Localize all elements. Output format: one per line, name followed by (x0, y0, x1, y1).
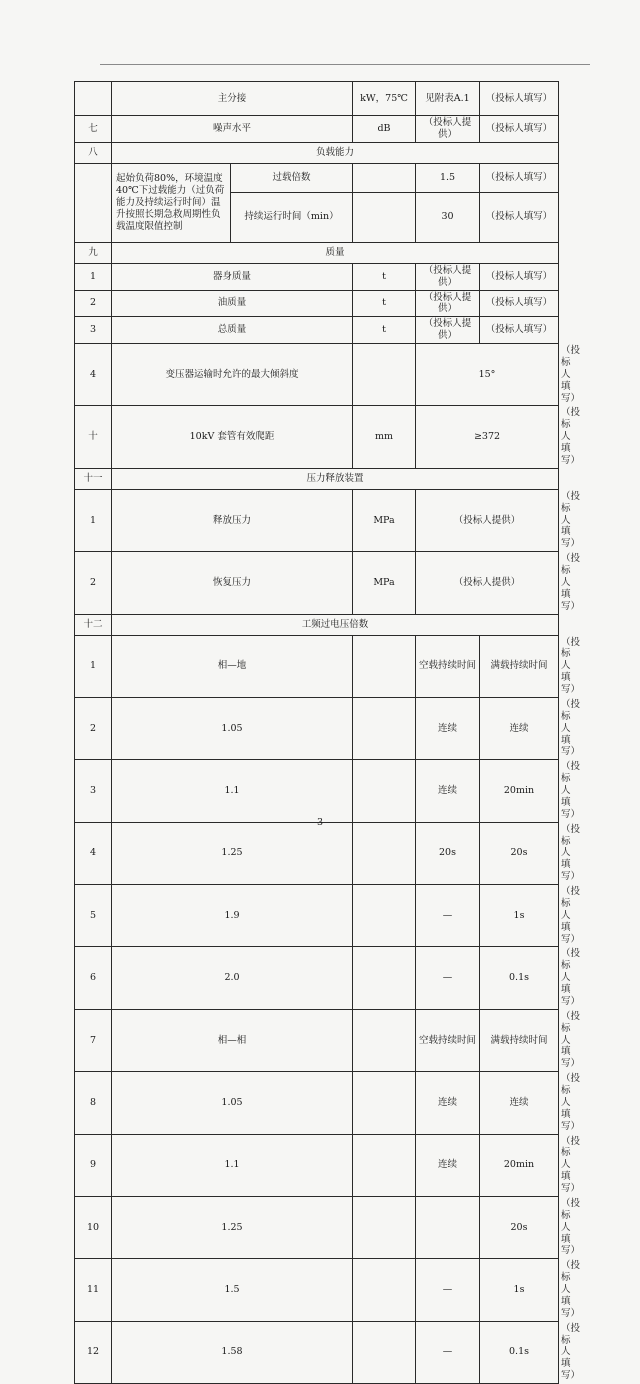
row-item: 1.9 (112, 885, 353, 947)
row-item: 主分接 (112, 82, 353, 116)
row-unit (353, 822, 416, 884)
table-row: 12 1.58 — 0.1s （投标人填写） (75, 1321, 559, 1383)
row-unit: t (353, 290, 416, 317)
row-item: 相—地 (112, 635, 353, 697)
row-value: （投标人提供） (416, 552, 559, 614)
row-noload: — (416, 1259, 480, 1321)
row-no: 11 (75, 1259, 112, 1321)
table-row (75, 290, 559, 317)
row-noload: 连续 (416, 1072, 480, 1134)
row-unit (353, 1072, 416, 1134)
row-note: （投标人填写） (480, 82, 559, 116)
table-row: 4 1.25 20s 20s （投标人填写） (75, 822, 559, 884)
row-unit: MPa (353, 489, 416, 551)
row-item: 持续运行时间（min） (231, 192, 353, 242)
row-value: （投标人提供） (416, 489, 559, 551)
row-value: 见附表A.1 (416, 82, 480, 116)
row-no: 12 (75, 1321, 112, 1383)
row-no: 4 (75, 822, 112, 884)
row-no: 6 (75, 947, 112, 1009)
page-number: 3 (316, 817, 324, 828)
row-unit (353, 163, 416, 192)
row-no: 2 (75, 697, 112, 759)
row-no: 8 (75, 1072, 112, 1134)
table-row: 十 10kV 套管有效爬距 mm ≥372 （投标人填写） (75, 406, 559, 468)
table-row: 11 1.5 — 1s （投标人填写） (75, 1259, 559, 1321)
row-item: 过载倍数 (231, 163, 353, 192)
row-no: 1 (75, 489, 112, 551)
row-value: （投标人提供） (416, 317, 480, 344)
row-unit (353, 344, 416, 406)
row-unit (353, 1009, 416, 1071)
row-fullload: 20min (480, 1134, 559, 1196)
row-item: 油质量 (112, 290, 353, 317)
table-row (75, 317, 559, 344)
row-item: 噪声水平 (112, 116, 353, 143)
row-item: 变压器运输时允许的最大倾斜度 (112, 344, 353, 406)
row-unit: kW，75℃ (353, 82, 416, 116)
row-value: （投标人提供） (416, 290, 480, 317)
table-row (75, 163, 559, 192)
row-unit (353, 947, 416, 1009)
row-unit (353, 1134, 416, 1196)
row-no: 3 (75, 317, 112, 344)
row-fullload: 0.1s (480, 1321, 559, 1383)
row-unit: mm (353, 406, 416, 468)
row-unit (353, 885, 416, 947)
row-no: 2 (75, 290, 112, 317)
row-item: 2.0 (112, 947, 353, 1009)
spec-table (74, 81, 581, 1384)
section-no: 九 (75, 242, 112, 263)
section-title: 负载能力 (112, 142, 559, 163)
row-item: 相—相 (112, 1009, 353, 1071)
row-noload: 空载持续时间 (416, 635, 480, 697)
section-row (75, 242, 559, 263)
row-fullload: 连续 (480, 1072, 559, 1134)
table-row: 2 1.05 连续 连续 （投标人填写） (75, 697, 559, 759)
row-unit: t (353, 263, 416, 290)
row-noload: — (416, 947, 480, 1009)
row-item: 1.05 (112, 697, 353, 759)
row-fullload: 20min (480, 760, 559, 822)
row-item: 1.05 (112, 1072, 353, 1134)
row-fullload: 满载持续时间 (480, 1009, 559, 1071)
row-item: 释放压力 (112, 489, 353, 551)
row-no: 5 (75, 885, 112, 947)
row-item: 1.5 (112, 1259, 353, 1321)
row-note: （投标人填写） (480, 192, 559, 242)
section-row (75, 614, 559, 635)
row-note: （投标人填写） (480, 263, 559, 290)
section-no: 八 (75, 142, 112, 163)
row-unit (353, 1259, 416, 1321)
row-fullload: 连续 (480, 697, 559, 759)
row-noload: 连续 (416, 1134, 480, 1196)
row-no: 七 (75, 116, 112, 143)
row-item: 10kV 套管有效爬距 (112, 406, 353, 468)
row-value: 15° (416, 344, 559, 406)
row-item: 1.1 (112, 1134, 353, 1196)
row-unit (353, 192, 416, 242)
row-value: 30 (416, 192, 480, 242)
table-row (75, 82, 559, 116)
row-unit (353, 760, 416, 822)
table-row: 5 1.9 — 1s （投标人填写） (75, 885, 559, 947)
row-unit (353, 1196, 416, 1258)
table-row: 2 恢复压力 MPa （投标人提供） （投标人填写） (75, 552, 559, 614)
section-no: 十二 (75, 614, 112, 635)
section-row (75, 468, 559, 489)
table-row: 3 1.1 连续 20min （投标人填写） (75, 760, 559, 822)
row-noload: — (416, 885, 480, 947)
section-no: 十一 (75, 468, 112, 489)
row-fullload: 20s (480, 1196, 559, 1258)
row-noload: 连续 (416, 697, 480, 759)
table-row: 6 2.0 — 0.1s （投标人填写） (75, 947, 559, 1009)
row-value: ≥372 (416, 406, 559, 468)
row-fullload: 0.1s (480, 947, 559, 1009)
row-noload: — (416, 1321, 480, 1383)
row-item: 器身质量 (112, 263, 353, 290)
row-no: 1 (75, 635, 112, 697)
row-item: 1.25 (112, 1196, 353, 1258)
table-row: 1 相—地 空载持续时间 满载持续时间 （投标人填写） (75, 635, 559, 697)
row-note: （投标人填写） (480, 290, 559, 317)
row-fullload: 1s (480, 885, 559, 947)
row-no (75, 82, 112, 116)
table-row: 1 释放压力 MPa （投标人提供） （投标人填写） (75, 489, 559, 551)
row-no: 2 (75, 552, 112, 614)
row-no (75, 163, 112, 242)
header-rule (100, 64, 590, 65)
section-title: 压力释放装置 (112, 468, 559, 489)
row-no: 7 (75, 1009, 112, 1071)
row-fullload: 20s (480, 822, 559, 884)
row-unit: t (353, 317, 416, 344)
row-no: 1 (75, 263, 112, 290)
row-item: 1.25 (112, 822, 353, 884)
row-noload: 连续 (416, 760, 480, 822)
table-row: 10 1.25 20s （投标人填写） (75, 1196, 559, 1258)
row-unit (353, 1321, 416, 1383)
table-row (75, 263, 559, 290)
row-unit: MPa (353, 552, 416, 614)
row-item: 总质量 (112, 317, 353, 344)
row-unit (353, 635, 416, 697)
row-value: （投标人提供） (416, 263, 480, 290)
section-title: 工频过电压倍数 (112, 614, 559, 635)
table-row: 7 相—相 空载持续时间 满载持续时间 （投标人填写） (75, 1009, 559, 1071)
section-row (75, 142, 559, 163)
row-no: 9 (75, 1134, 112, 1196)
section-title: 质量 (112, 242, 559, 263)
row-value: 1.5 (416, 163, 480, 192)
row-note: （投标人填写） (480, 163, 559, 192)
row-item: 恢复压力 (112, 552, 353, 614)
row-note: （投标人填写） (480, 317, 559, 344)
row-no: 3 (75, 760, 112, 822)
row-note: （投标人填写） (480, 116, 559, 143)
row-unit (353, 697, 416, 759)
table-row (75, 116, 559, 143)
table-row: 4 变压器运输时允许的最大倾斜度 15° （投标人填写） (75, 344, 559, 406)
row-no: 10 (75, 1196, 112, 1258)
overload-condition: 起始负荷80%，环境温度40℃下过载能力（过负荷能力及持续运行时间）温升按照长期急救周期性负载温度限值控制 (112, 163, 231, 242)
row-no: 十 (75, 406, 112, 468)
row-fullload: 1s (480, 1259, 559, 1321)
row-item: 1.58 (112, 1321, 353, 1383)
row-noload: 空载持续时间 (416, 1009, 480, 1071)
row-item: 1.1 (112, 760, 353, 822)
row-noload: 20s (416, 822, 480, 884)
table-row: 9 1.1 连续 20min （投标人填写） (75, 1134, 559, 1196)
row-value: （投标人提供） (416, 116, 480, 143)
row-no: 4 (75, 344, 112, 406)
row-noload (416, 1196, 480, 1258)
table-row: 8 1.05 连续 连续 （投标人填写） (75, 1072, 559, 1134)
row-unit: dB (353, 116, 416, 143)
row-fullload: 满载持续时间 (480, 635, 559, 697)
